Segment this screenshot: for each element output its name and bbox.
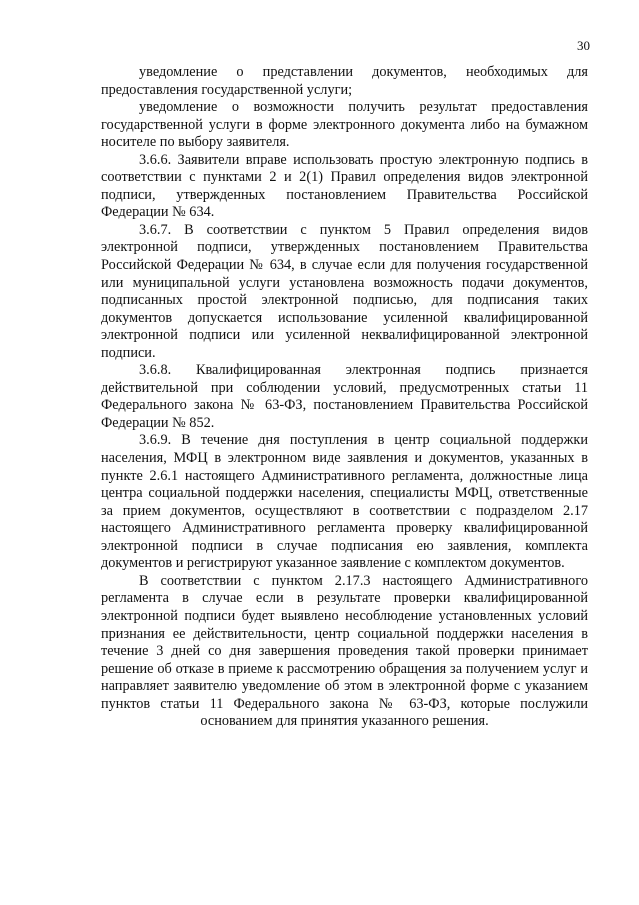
paragraph-2-17-3-refusal: В соответствии с пунктом 2.17.3 настоящего Административного регламента в случае если в результате проверки квалифицированной электронной подписи будет выявлено несоблюдение установленных условий признания ее действительности, центр социальной поддержки населения в течение 3 дней со дня завершения проведения такой проверки принимает решение об отказе в приеме к рассмотрению обращения за получением услуг и направляет заявителю уведомление об этом в электронной форме с указанием пунктов статьи 11 Федерального закона № 63-ФЗ, которые послужили основанием для принятия указанного решения. bbox=[101, 572, 588, 730]
page-number: 30 bbox=[577, 38, 590, 53]
paragraph-3-6-9: 3.6.9. В течение дня поступления в центр социальной поддержки населения, МФЦ в электронном виде заявления и документов, указанных в пункте 2.6.1 настоящего Административного регламента, должностные лица центра социальной поддержки населения, специалисты МФЦ, ответственные за прием документов, осуществляют в соответствии с подразделом 2.17 настоящего Административного регламента проверку квалифицированной электронной подписи в случае подписания ею заявления, комплекта документов и регистрируют указанное заявление с комплектом документов. bbox=[101, 432, 588, 572]
paragraph-notice-documents: уведомление о представлении документов, необходимых для предоставления государственной услуги; bbox=[101, 64, 588, 98]
paragraph-3-6-6: 3.6.6. Заявители вправе использовать простую электронную подпись в соответствии с пунктами 2 и 2(1) Правил определения видов электронной подписи, утвержденных постановлением Правительства Российской Федерации № 634. bbox=[101, 151, 588, 221]
document-body bbox=[101, 64, 588, 731]
paragraph-notice-result-format: уведомление о возможности получить результат предоставления государственной услуги в форме электронного документа либо на бумажном носителе по выбору заявителя. bbox=[101, 99, 588, 151]
paragraph-3-6-7: 3.6.7. В соответствии с пунктом 5 Правил определения видов электронной подписи, утвержденных постановлением Правительства Российской Федерации № 634, в случае если для получения государственной или муниципальной услуги установлена возможность подачи документов, подписанных простой электронной подписью, для подписания таких документов допускается использование усиленной квалифицированной электронной подписи или усиленной неквалифицированной электронной подписи. bbox=[101, 221, 588, 361]
paragraph-3-6-8: 3.6.8. Квалифицированная электронная подпись признается действительной при соблюдении условий, предусмотренных статьи 11 Федерального закона № 63-ФЗ, постановлением Правительства Российской Федерации № 852. bbox=[101, 362, 588, 431]
